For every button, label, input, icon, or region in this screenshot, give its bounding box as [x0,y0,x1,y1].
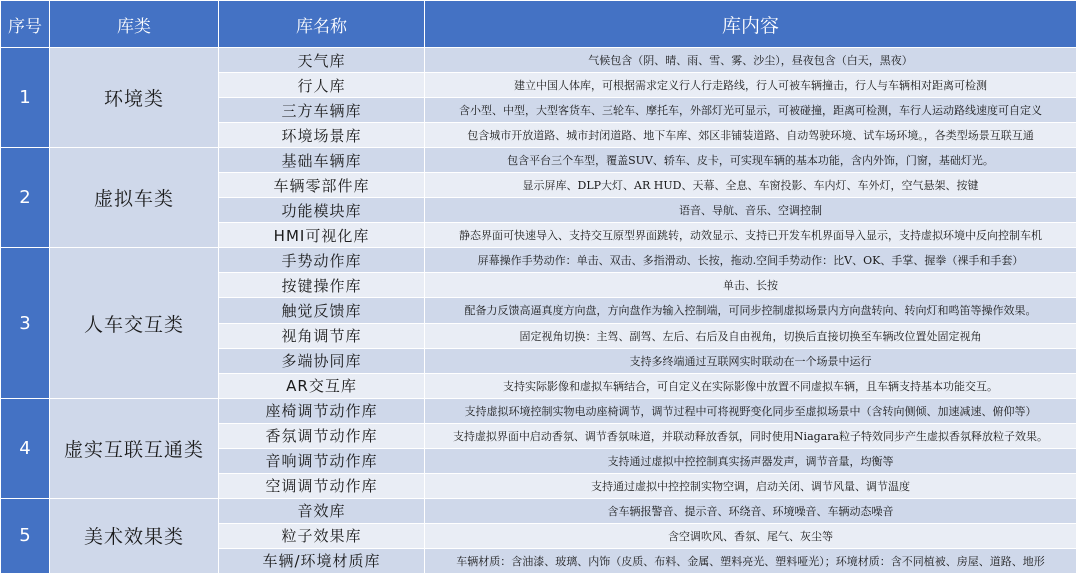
library-name-cell: 手势动作库 [219,248,425,273]
table-row [1,398,1077,423]
library-name-cell: 天气库 [219,48,425,73]
library-content-cell: 包含城市开放道路、城市封闭道路、地下车库、郊区非铺装道路、自动驾驶环境、试车场环境。，各类型场景互联互通 [425,123,1077,148]
header-category: 库类 [50,1,219,48]
library-name-cell: 车辆/环境材质库 [219,548,425,573]
library-name-cell: 粒子效果库 [219,523,425,548]
header-library-name: 库名称 [219,1,425,48]
table-row [1,248,1077,273]
table-body [1,48,1077,574]
group-seq: 5 [1,498,50,573]
library-name-cell: 车辆零部件库 [219,173,425,198]
group-category: 虚实互联互通类 [50,398,219,498]
group-seq: 2 [1,148,50,248]
library-name-cell: 香氛调节动作库 [219,423,425,448]
library-name-cell: 基础车辆库 [219,148,425,173]
library-content-cell: 语音、导航、音乐、空调控制 [425,198,1077,223]
library-content-cell: 车辆材质：含油漆、玻璃、内饰（皮质、布料、金属、塑料亮光、塑料哑光）；环境材质：含不同植被、房屋、道路、地形 [425,548,1077,573]
group-category: 人车交互类 [50,248,219,398]
group-seq: 4 [1,398,50,498]
library-name-cell: 环境场景库 [219,123,425,148]
group-category: 环境类 [50,48,219,148]
library-content-cell: 支持通过虚拟中控控制实物空调，启动关闭、调节风量、调节温度 [425,473,1077,498]
library-content-cell: 含车辆报警音、提示音、环绕音、环境噪音、车辆动态噪音 [425,498,1077,523]
library-content-cell: 配备力反馈高逼真度方向盘，方向盘作为输入控制端，可同步控制虚拟场景内方向盘转向、转向灯和鸣笛等操作效果。 [425,298,1077,323]
header-content: 库内容 [425,1,1077,48]
library-name-cell: 功能模块库 [219,198,425,223]
library-name-cell: 多端协同库 [219,348,425,373]
library-content-cell: 建立中国人体库，可根据需求定义行人行走路线，行人可被车辆撞击，行人与车辆相对距离可检测 [425,73,1077,98]
group-category: 虚拟车类 [50,148,219,248]
header-seq: 序号 [1,1,50,48]
library-content-cell: 含空调吹风、香氛、尾气、灰尘等 [425,523,1077,548]
library-name-cell: 行人库 [219,73,425,98]
library-content-cell: 支持实际影像和虚拟车辆结合，可自定义在实际影像中放置不同虚拟车辆，且车辆支持基本功能交互。 [425,373,1077,398]
library-name-cell: 三方车辆库 [219,98,425,123]
library-content-cell: 单击、长按 [425,273,1077,298]
library-name-cell: HMI可视化库 [219,223,425,248]
group-seq: 3 [1,248,50,398]
library-content-cell: 支持虚拟环境控制实物电动座椅调节，调节过程中可将视野变化同步至虚拟场景中（含转向侧倾、加速减速、俯仰等） [425,398,1077,423]
table-row [1,498,1077,523]
library-content-cell: 气候包含（阴、晴、雨、雪、雾、沙尘），昼夜包含（白天，黑夜） [425,48,1077,73]
library-name-cell: 音效库 [219,498,425,523]
library-name-cell: 音响调节动作库 [219,448,425,473]
library-name-cell: 视角调节库 [219,323,425,348]
library-name-cell: 空调调节动作库 [219,473,425,498]
library-content-cell: 显示屏库、DLP大灯、AR HUD、天幕、全息、车窗投影、车内灯、车外灯，空气悬架、按键 [425,173,1077,198]
library-name-cell: 按键操作库 [219,273,425,298]
library-content-cell: 静态界面可快速导入、支持交互原型界面跳转，动效显示、支持已开发车机界面导入显示，支持虚拟环境中反向控制车机 [425,223,1077,248]
library-name-cell: 触觉反馈库 [219,298,425,323]
table-row [1,48,1077,73]
library-content-cell: 包含平台三个车型，覆盖SUV、轿车、皮卡，可实现车辆的基本功能，含内外饰，门窗，基础灯光。 [425,148,1077,173]
library-name-cell: AR交互库 [219,373,425,398]
group-seq: 1 [1,48,50,148]
library-content-cell: 支持多终端通过互联网实时联动在一个场景中运行 [425,348,1077,373]
table-header-row [1,1,1077,48]
library-content-cell: 支持虚拟界面中启动香氛、调节香氛味道，并联动释放香氛，同时使用Niagara粒子特效同步产生虚拟香氛释放粒子效果。 [425,423,1077,448]
library-content-cell: 固定视角切换：主驾、副驾、左后、右后及自由视角，切换后直接切换至车辆改位置处固定视角 [425,323,1077,348]
table-row [1,148,1077,173]
library-content-cell: 支持通过虚拟中控控制真实扬声器发声，调节音量，均衡等 [425,448,1077,473]
library-content-cell: 屏幕操作手势动作：单击、双击、多指滑动、长按，拖动.空间手势动作：比V、OK、手掌、握拳（裸手和手套） [425,248,1077,273]
group-category: 美术效果类 [50,498,219,573]
library-content-cell: 含小型、中型，大型客货车、三轮车、摩托车，外部灯光可显示，可被碰撞，距离可检测，车行人运动路线速度可自定义 [425,98,1077,123]
library-name-cell: 座椅调节动作库 [219,398,425,423]
